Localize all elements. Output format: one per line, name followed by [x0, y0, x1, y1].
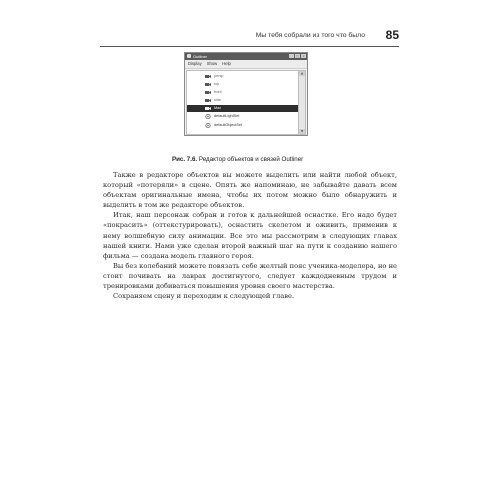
camera-icon	[205, 98, 211, 103]
outliner-scrollbar	[298, 70, 306, 135]
window-title: Outliner	[193, 54, 208, 59]
outliner-item-front	[187, 89, 299, 96]
body-text	[103, 170, 397, 301]
window-titlebar	[185, 53, 307, 60]
camera-icon	[205, 74, 211, 79]
figure-caption-label: Рис. 7.6.	[172, 156, 198, 163]
maximize-icon: □	[296, 54, 299, 58]
outliner-list	[186, 70, 300, 135]
close-icon: ×	[302, 54, 305, 58]
scroll-up-icon: ▲	[300, 71, 304, 75]
outliner-item-label: top	[214, 82, 220, 86]
outliner-item-max-selected	[187, 105, 299, 112]
set-icon	[205, 123, 211, 128]
outliner-item-label: persp	[214, 74, 224, 78]
paragraph: Сохраняем сцену и переходим к следующей главе.	[113, 292, 295, 301]
camera-icon	[205, 82, 211, 87]
camera-icon	[205, 106, 211, 111]
outliner-item-label: defaultLightSet	[214, 114, 240, 118]
outliner-item-side	[187, 97, 299, 104]
menu-help: Help	[222, 61, 231, 66]
page-number: 85	[385, 28, 399, 42]
set-icon	[205, 114, 211, 119]
minimize-icon: _	[290, 54, 293, 58]
paragraph: Вы без колебаний можете повязать себе желтый пояс ученика-моделера, но не стоит почивать на лаврах достигнутого, следует каждодневным трудом и тренировками добиваться повышения уровня своего мастерства.	[103, 261, 397, 291]
menu-show: Show	[206, 61, 218, 66]
paragraph: Также в редакторе объектов вы можете выделить или найти любой объект, который «потеряли» в сцене. Опять же напоминаю, не забывайте давать всем объектам оригинальные имена, чтобы их потом можно было обнаружить и выделить в том же редакторе объектов.	[103, 171, 397, 210]
menu-display: Display	[188, 61, 202, 66]
scroll-down-icon: ▼	[300, 129, 304, 133]
running-header-title: Мы тебя собрали из того что было	[255, 32, 365, 39]
outliner-window-screenshot	[184, 52, 308, 136]
paragraph: Итак, наш персонаж собран и готов к дальнейшей оснастке. Его надо будет «покрасить» (оттекстурировать), оснастить скелетом и оживить, применив к нему волшебную силу анимации. Все это мы рассмотрим в следующих главах нашей книги. Нами уже сделан второй важный шаг на пути к созданию нашего фильма — создана модель главного героя.	[103, 211, 397, 260]
outliner-item-defaultobjectset	[187, 122, 299, 129]
outliner-item-label: defaultObjectSet	[214, 123, 243, 127]
app-icon	[187, 54, 191, 58]
outliner-item-label: front	[214, 90, 222, 94]
window-controls	[289, 54, 306, 58]
running-header	[100, 28, 399, 47]
outliner-item-defaultlightset	[187, 113, 299, 120]
window-menubar	[185, 60, 307, 69]
outliner-item-top	[187, 81, 299, 88]
camera-icon	[205, 90, 211, 95]
figure-caption-text: Редактор объектов и связей Outliner	[198, 156, 304, 163]
outliner-item-persp	[187, 73, 299, 80]
outliner-item-label: Max	[214, 106, 222, 110]
outliner-item-label: side	[214, 98, 221, 102]
figure-caption	[172, 156, 332, 163]
